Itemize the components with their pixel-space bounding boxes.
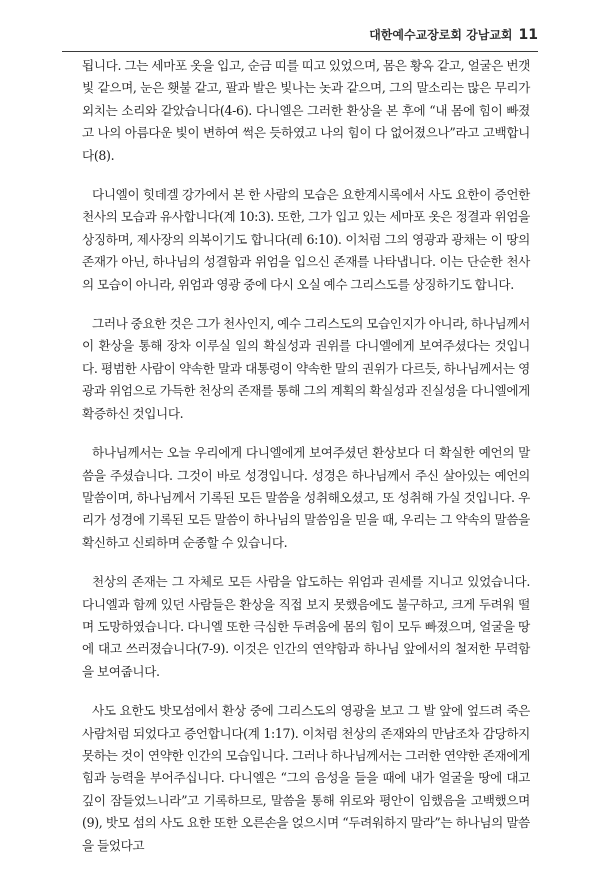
body-text bbox=[82, 55, 530, 874]
page-number: 11 bbox=[518, 27, 538, 43]
paragraph-3: 그러나 중요한 것은 그가 천사인지, 예수 그리스도의 모습인지가 아니라, 하나님께서 이 환상을 통해 장차 이루실 일의 확실성과 권위를 다니엘에게 보여주셨다는 것입니다. 평범한 사람이 약속한 말과 대통령이 약속한 말의 권위가 다르듯, 하나님께서는 영광과 위엄으로 가득한 천상의 존재를 통해 그의 계획의 확실성과 진실성을 다니엘에게 확증하신 것입니다. bbox=[82, 316, 530, 421]
paragraph-6: 사도 요한도 밧모섬에서 환상 중에 그리스도의 영광을 보고 그 발 앞에 엎드려 죽은 사람처럼 되었다고 증언합니다(계 1:17). 이처럼 천상의 존재와의 만남조차 감당하지 못하는 것이 연약한 인간의 모습입니다. 그러나 하나님께서는 그러한 연약한 존재에게 힘과 능력을 부어주십니다. 다니엘은 “그의 음성을 들을 때에 내가 얼굴을 땅에 대고 깊이 잠들었느니라”고 기록하므로, 말씀을 통해 위로와 평안이 임했음을 고백했으며(9), 밧모 섬의 사도 요한 또한 오른손을 얹으시며 “두려워하지 말라”는 하나님의 말씀을 들었다고 bbox=[82, 703, 530, 853]
header-title: 대한예수교장로회 강남교회 bbox=[369, 28, 513, 42]
paragraph-1: 됩니다. 그는 세마포 옷을 입고, 순금 띠를 띠고 있었으며, 몸은 황옥 같고, 얼굴은 번갯빛 같으며, 눈은 횃불 같고, 팔과 발은 빛나는 놋과 같으며, 그의 말소리는 많은 무리가 외치는 소리와 같았습니다(4-6). 다니엘은 그러한 환상을 본 후에 “내 몸에 힘이 빠졌고 나의 아름다운 빛이 변하여 썩은 듯하였고 나의 힘이 다 없어졌으나”라고 고백합니다(8). bbox=[82, 58, 530, 163]
paragraph-4: 하나님께서는 오늘 우리에게 다니엘에게 보여주셨던 환상보다 더 확실한 예언의 말씀을 주셨습니다. 그것이 바로 성경입니다. 성경은 하나님께서 주신 살아있는 예언의 말씀이며, 하나님께서 기록된 모든 말씀을 성취해오셨고, 또 성취해 가실 것입니다. 우리가 성경에 기록된 모든 말씀이 하나님의 말씀임을 믿을 때, 우리는 그 약속의 말씀을 확신하고 신뢰하며 순종할 수 있습니다. bbox=[82, 445, 530, 550]
page-header bbox=[62, 25, 538, 52]
paragraph-5: 천상의 존재는 그 자체로 모든 사람을 압도하는 위엄과 권세를 지니고 있었습니다. 다니엘과 함께 있던 사람들은 환상을 직접 보지 못했음에도 불구하고, 크게 두려워 떨며 도망하였습니다. 다니엘 또한 극심한 두려움에 몸의 힘이 모두 빠졌으며, 얼굴을 땅에 대고 쓰러졌습니다(7-9). 이것은 인간의 연약함과 하나님 앞에서의 철저한 무력함을 보여줍니다. bbox=[82, 574, 530, 679]
paragraph-2: 다니엘이 힛데겔 강가에서 본 한 사람의 모습은 요한계시록에서 사도 요한이 증언한 천사의 모습과 유사합니다(계 10:3). 또한, 그가 입고 있는 세마포 옷은 정결과 위엄을 상징하며, 제사장의 의복이기도 합니다(레 6:10). 이처럼 그의 영광과 광채는 이 땅의 존재가 아닌, 하나님의 성결함과 위엄을 입으신 존재를 나타냅니다. 이는 단순한 천사의 모습이 아니라, 위엄과 영광 중에 다시 오실 예수 그리스도를 상징하기도 합니다. bbox=[82, 187, 530, 292]
